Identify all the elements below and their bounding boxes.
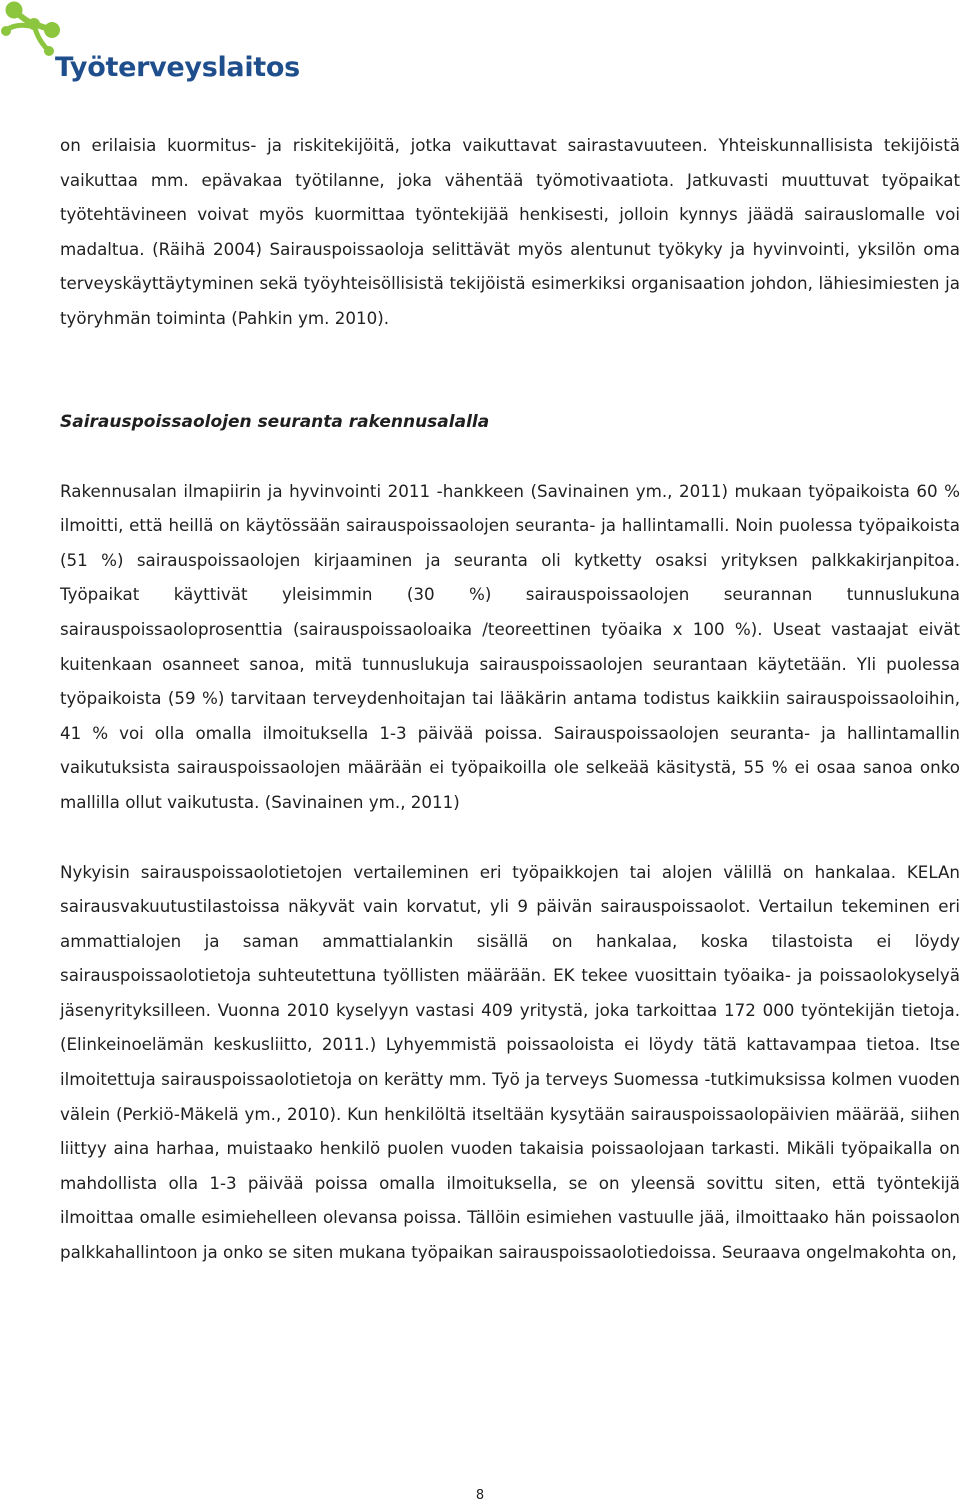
document-body: [60, 128, 960, 1270]
body-paragraph-1: on erilaisia kuormitus- ja riskitekijöitä, jotka vaikuttavat sairastavuuteen. Yhteiskunnallisista tekijöistä vaikuttaa mm. epävakaa työtilanne, joka vähentää työmotivaatiota. Jatkuvasti muuttuvat työpaikat työtehtävineen voivat myös kuormittaa työntekijää henkisesti, jolloin kynnys jäädä sairauslomalle voi madaltua. (Räihä 2004) Sairauspoissaoloja selittävät myös alentunut työkyky ja hyvinvointi, yksilön oma terveyskäyttäytyminen sekä työyhteisöllisistä tekijöistä esimerkiksi organisaation johdon, lähiesimiesten ja työryhmän toiminta (Pahkin ym. 2010).: [60, 135, 960, 328]
logo-wordmark: Työterveyslaitos: [55, 52, 300, 83]
logo-leaf-icon: [0, 0, 70, 60]
body-paragraph-3: Nykyisin sairauspoissaolotietojen vertaileminen eri työpaikkojen tai alojen välillä on hankalaa. KELAn sairausvakuutustilastoissa näkyvät vain korvatut, yli 9 päivän sairauspoissaolot. Vertailun tekeminen eri ammattialojen ja saman ammattialankin sisällä on hankalaa, koska tilastoista ei löydy sairauspoissaolotietoja suhteutettuna työllisten määrään. EK tekee vuosittain työaika- ja poissaolokyselyä jäsenyrityksilleen. Vuonna 2010 kyselyyn vastasi 409 yritystä, joka tarkoittaa 172 000 työntekijän tietoja. (Elinkeinoelämän keskusliitto, 2011.) Lyhyemmistä poissaoloista ei löydy tätä kattavampaa tietoa. Itse ilmoitettuja sairauspoissaolotietoja on kerätty mm. Työ ja terveys Suomessa -tutkimuksissa kolmen vuoden välein (Perkiö-Mäkelä ym., 2010). Kun henkilöltä itseltään kysytään sairauspoissaolopäivien määrää, siihen liittyy aina harhaa, muistaako henkilö puolen vuoden takaisia poissaolojaan tarkasti. Mikäli työpaikalla on mahdollista olla 1-3 päivää poissa omalla ilmoituksella, se on yleensä sovittu siten, että työntekijä ilmoittaa omalle esimiehelleen olevansa poissa. Tällöin esimiehen vastuulle jää, ilmoittaako hän poissaolon palkkahallintoon ja onko se siten mukana työpaikan sairauspoissaolotiedoissa. Seuraava ongelmakohta on,: [60, 861, 960, 1263]
body-paragraph-2: Rakennusalan ilmapiirin ja hyvinvointi 2011 -hankkeen (Savinainen ym., 2011) mukaan työpaikoista 60 % ilmoitti, että heillä on käytössään sairauspoissaolojen seuranta- ja hallintamalli. Noin puolessa työpaikoista (51 %) sairauspoissaolojen kirjaaminen ja seuranta oli kytketty osaksi yrityksen palkkakirjanpitoa. Työpaikat käyttivät yleisimmin (30 %) sairauspoissaolojen seurannan tunnuslukuna sairauspoissaoloprosenttia (sairauspoissaoloaika /teoreettinen työaika x 100 %). Useat vastaajat eivät kuitenkaan osanneet sanoa, mitä tunnuslukuja sairauspoissaolojen seurantaan käytetään. Yli puolessa työpaikoista (59 %) tarvitaan terveydenhoitajan tai lääkärin antama todistus kaikkiin sairauspoissaoloihin, 41 % voi olla omalla ilmoituksella 1-3 päivää poissa. Sairauspoissaolojen seuranta- ja hallintamallin vaikutuksista sairauspoissaolojen määrään ei työpaikoilla ole selkeää käsitystä, 55 % ei osaa sanoa onko mallilla ollut vaikutusta. (Savinainen ym., 2011): [60, 480, 960, 812]
page-number: 8: [475, 1488, 485, 1503]
organization-logo: [0, 0, 300, 100]
section-heading: Sairauspoissaolojen seuranta rakennusalalla: [60, 411, 490, 432]
